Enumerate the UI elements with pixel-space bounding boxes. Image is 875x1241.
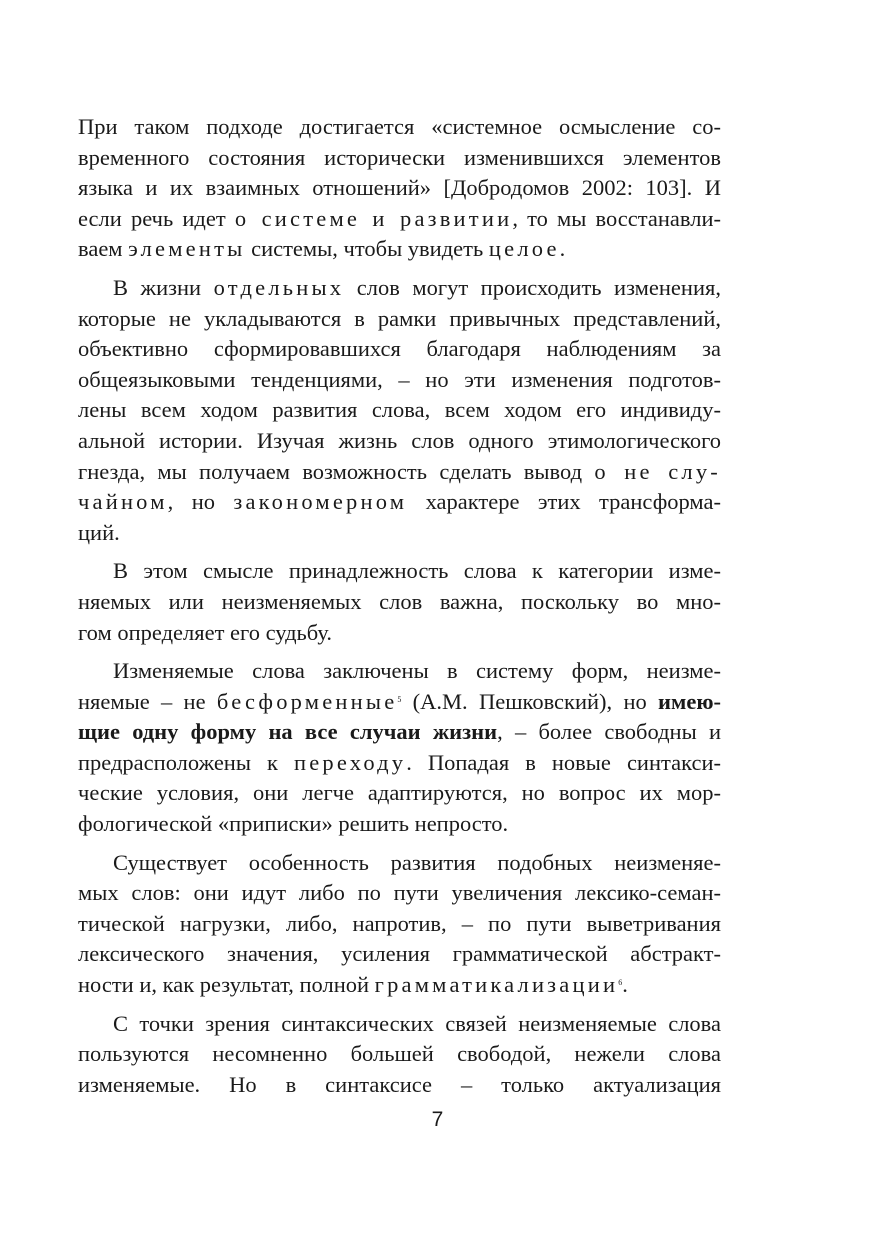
text-run: мых слов: они идут либо по пути увеличения лексико-семан- bbox=[78, 880, 721, 906]
spaced-emphasis: бесформенные bbox=[216, 688, 398, 714]
footnote-marker: 5 bbox=[397, 694, 402, 704]
text-run: изменяемые. Но в синтаксисе – только актуализация bbox=[78, 1071, 721, 1097]
text-run: няемые – не bbox=[78, 688, 217, 714]
text-run: ваем bbox=[78, 236, 129, 262]
text-run: лены всем ходом развития слова, всем ходом его индивиду- bbox=[78, 397, 721, 423]
text-line bbox=[78, 518, 721, 549]
text-run: Изменяемые слова заключены в систему форм, неизме- bbox=[113, 658, 721, 684]
text-run: няемых или неизменяемых слов важна, поскольку во мно- bbox=[78, 588, 721, 614]
text-line bbox=[78, 556, 721, 587]
text-line bbox=[78, 112, 721, 143]
text-run: слов могут происходить изменения, bbox=[344, 274, 721, 300]
text-run: временного состояния исторически изменившихся элементов bbox=[78, 144, 721, 170]
footnote-marker: 6 bbox=[618, 978, 623, 988]
text-line bbox=[78, 234, 721, 265]
paragraph bbox=[78, 656, 721, 840]
text-run: В этом смысле принадлежность слова к категории изме- bbox=[113, 558, 721, 584]
text-line bbox=[78, 273, 721, 304]
text-run: гнезда, мы получаем возможность сделать вывод bbox=[78, 458, 595, 484]
text-line bbox=[78, 304, 721, 335]
text-line bbox=[78, 778, 721, 809]
text-line bbox=[78, 426, 721, 457]
text-line bbox=[78, 1070, 721, 1101]
text-run: (А.М. Пешковский), но bbox=[401, 688, 659, 714]
text-line bbox=[78, 173, 721, 204]
page-body bbox=[78, 112, 721, 1100]
text-run: тической нагрузки, либо, напротив, – по пути выветривания bbox=[78, 910, 721, 936]
text-run: . bbox=[559, 236, 566, 262]
text-line bbox=[78, 1039, 721, 1070]
text-line bbox=[78, 487, 721, 518]
text-line bbox=[78, 687, 721, 718]
spaced-emphasis: закономерном bbox=[233, 489, 408, 515]
text-line bbox=[78, 1009, 721, 1040]
text-line bbox=[78, 909, 721, 940]
text-line bbox=[78, 848, 721, 879]
spaced-emphasis: переходу bbox=[293, 749, 407, 775]
text-line bbox=[78, 395, 721, 426]
text-run: ческие условия, они легче адаптируются, но вопрос их мор- bbox=[78, 780, 721, 806]
text-run: , – более свободны и bbox=[497, 719, 721, 745]
text-line bbox=[78, 365, 721, 396]
text-run: если речь идет bbox=[78, 205, 235, 231]
text-line bbox=[78, 717, 721, 748]
text-run: . Попадая в новые синтакси- bbox=[406, 749, 721, 775]
text-line bbox=[78, 809, 721, 840]
text-run: , но bbox=[167, 489, 234, 515]
text-line bbox=[78, 656, 721, 687]
text-line bbox=[78, 143, 721, 174]
text-line bbox=[78, 587, 721, 618]
text-run: языка и их взаимных отношений» [Добродомов 2002: 103]. И bbox=[78, 175, 721, 201]
text-run: ций. bbox=[78, 519, 120, 545]
text-run: которые не укладываются в рамки привычных представлений, bbox=[78, 305, 721, 331]
text-line bbox=[78, 618, 721, 649]
bold-emphasis: щие одну форму на все случаи жизни bbox=[78, 719, 498, 745]
text-line bbox=[78, 939, 721, 970]
text-line bbox=[78, 204, 721, 235]
text-run: характере этих трансформа- bbox=[407, 489, 721, 515]
paragraph bbox=[78, 112, 721, 265]
text-run: , то мы восстанавли- bbox=[512, 205, 721, 231]
text-run: пользуются несомненно большей свободой, нежели слова bbox=[78, 1041, 721, 1067]
spaced-emphasis: отдельных bbox=[213, 274, 345, 300]
text-run: Существует особенность развития подобных неизменяе- bbox=[113, 849, 721, 875]
text-run: При таком подходе достигается «системное осмысление со- bbox=[78, 114, 721, 139]
text-run: предрасположены к bbox=[78, 749, 294, 775]
text-line bbox=[78, 457, 721, 488]
text-run: лексического значения, усиления грамматической абстракт- bbox=[78, 941, 721, 967]
spaced-emphasis: о не слу- bbox=[594, 458, 721, 484]
spaced-emphasis: чайном bbox=[78, 489, 168, 515]
text-run: ности и, как результат, полной bbox=[78, 972, 375, 998]
spaced-emphasis: о системе и развитии bbox=[234, 205, 513, 231]
paragraph bbox=[78, 848, 721, 1001]
text-run: альной истории. Изучая жизнь слов одного этимологического bbox=[78, 427, 721, 453]
spaced-emphasis: грамматикализации bbox=[374, 972, 619, 998]
spaced-emphasis: целое bbox=[488, 236, 560, 262]
text-run: гом определяет его судьбу. bbox=[78, 619, 333, 645]
text-run: . bbox=[622, 972, 628, 998]
text-line bbox=[78, 970, 721, 1001]
text-run: общеязыковыми тенденциями, – но эти изменения подготов- bbox=[78, 366, 721, 392]
paragraph bbox=[78, 273, 721, 548]
text-run: системы, чтобы увидеть bbox=[245, 236, 489, 262]
text-line bbox=[78, 334, 721, 365]
page-number: 7 bbox=[431, 1108, 444, 1131]
paragraph bbox=[78, 556, 721, 648]
text-run: фологической «приписки» решить непросто. bbox=[78, 811, 509, 837]
text-run: С точки зрения синтаксических связей неизменяемые слова bbox=[113, 1010, 721, 1036]
spaced-emphasis: элементы bbox=[128, 236, 246, 262]
text-run: объективно сформировавшихся благодаря наблюдениям за bbox=[78, 336, 721, 362]
text-line bbox=[78, 748, 721, 779]
text-run: В жизни bbox=[113, 274, 214, 300]
paragraph bbox=[78, 1009, 721, 1101]
bold-emphasis: имею- bbox=[658, 688, 721, 714]
text-line bbox=[78, 878, 721, 909]
